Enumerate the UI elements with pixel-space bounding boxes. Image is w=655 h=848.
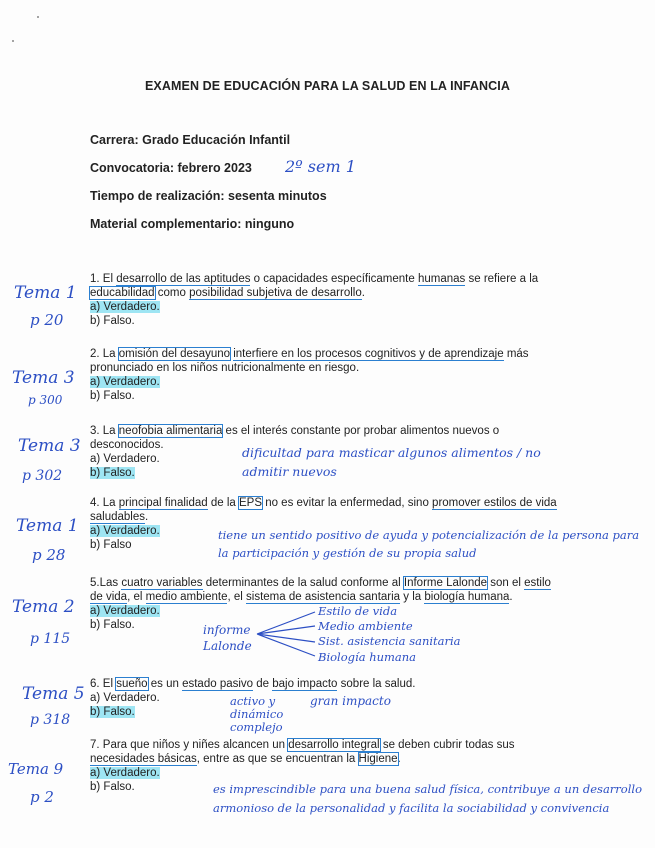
carrera: Carrera: Grado Educación Infantil	[90, 133, 291, 147]
option-b: b) Falso.	[90, 467, 135, 479]
option-a: a) Verdadero.	[90, 692, 160, 704]
convocatoria-note: 2º sem 1	[285, 157, 356, 176]
question-7: 7. Para que niños y niñes alcancen un desarrollo integral se deben cubrir todas sus necesidades básicas, entre as que se encuentran la Higiene. a) Verdadero. b) Falso.	[90, 738, 565, 794]
handwritten-note: dificultad para masticar algunos alimentos / no admitir nuevos	[242, 445, 541, 479]
speck	[37, 16, 39, 18]
question-1: 1. El desarrollo de las aptitudes o capacidades específicamente humanas se refiere a la educabilidad como posibilidad subjetiva de desarrollo. a) Verdadero. b) Falso.	[90, 272, 560, 328]
convocatoria: Convocatoria: febrero 2023	[90, 161, 252, 175]
margin-tema: Tema 1	[14, 283, 77, 303]
option-a: a) Verdadero.	[90, 767, 160, 779]
bracket-arrows	[255, 606, 320, 660]
question-6: 6. El sueño es un estado pasivo de bajo impacto sobre la salud. a) Verdadero. b) Falso.	[90, 677, 560, 719]
exam-title: EXAMEN DE EDUCACIÓN PARA LA SALUD EN LA INFANCIA	[145, 79, 510, 93]
margin-page: p 28	[32, 546, 66, 564]
option-b: b) Falso.	[90, 781, 135, 793]
margin-tema: Tema 3	[12, 368, 75, 388]
option-a: a) Verdadero.	[90, 453, 160, 465]
margin-page: p 115	[30, 631, 71, 647]
note-item: Biología humana	[318, 650, 417, 664]
option-b: b) Falso.	[90, 619, 135, 631]
option-b: b) Falso	[90, 539, 132, 551]
option-a: a) Verdadero.	[90, 605, 160, 617]
question-3: 3. La neofobia alimentaria es el interés constante por probar alimentos nuevos o desconocidos. a) Verdadero. b) Falso.	[90, 424, 560, 480]
margin-page: p 318	[30, 712, 71, 728]
option-a: a) Verdadero.	[90, 301, 160, 313]
margin-tema: Tema 3	[18, 436, 81, 456]
handwritten-note: gran impacto	[310, 694, 391, 708]
option-b: b) Falso.	[90, 390, 135, 402]
margin-tema: Tema 5	[22, 684, 85, 704]
note-item: Estilo de vida	[318, 604, 398, 618]
margin-page: p 20	[30, 311, 64, 329]
note-item: Sist. asistencia sanitaria	[318, 634, 461, 648]
margin-page: p 2	[30, 788, 54, 806]
handwritten-note: tiene un sentido positivo de ayuda y potencialización de la persona para la participación y gestión de su propia salud	[218, 528, 640, 560]
option-b: b) Falso.	[90, 706, 135, 718]
tiempo: Tiempo de realización: sesenta minutos	[90, 189, 327, 203]
handwritten-note-left: informe Lalonde	[203, 623, 252, 653]
handwritten-note: es imprescindible para una buena salud física, contribuye a un desarrollo armonioso de la personalidad y facilita la sociabilidad y convivencia	[213, 782, 642, 815]
question-5: 5.Las cuatro variables determinantes de la salud conforme al Informe Lalonde son el estilo de vida, el medio ambiente, el sistema de asistencia santaria y la biología humana. a) Verdadero. b) Falso.	[90, 576, 565, 632]
option-a: a) Verdadero.	[90, 525, 160, 537]
margin-page: p 300	[28, 393, 63, 407]
question-2: 2. La omisión del desayuno interfiere en los procesos cognitivos y de aprendizaje más pronunciado en los niños nutricionalmente en riesgo. a) Verdadero. b) Falso.	[90, 347, 560, 403]
question-4: 4. La principal finalidad de la EPS no es evitar la enfermedad, sino promover estilos de vida saludables. a) Verdadero. b) Falso	[90, 496, 560, 552]
material: Material complementario: ninguno	[90, 217, 295, 231]
note-item: Medio ambiente	[318, 619, 413, 633]
margin-page: p 302	[22, 468, 63, 484]
option-a: a) Verdadero.	[90, 376, 160, 388]
option-b: b) Falso.	[90, 315, 135, 327]
margin-tema: Tema 2	[12, 597, 75, 617]
speck	[12, 40, 14, 42]
margin-tema: Tema 1	[16, 516, 79, 536]
margin-tema: Tema 9	[8, 760, 64, 778]
handwritten-note: activo y dinámico complejo	[230, 694, 284, 734]
